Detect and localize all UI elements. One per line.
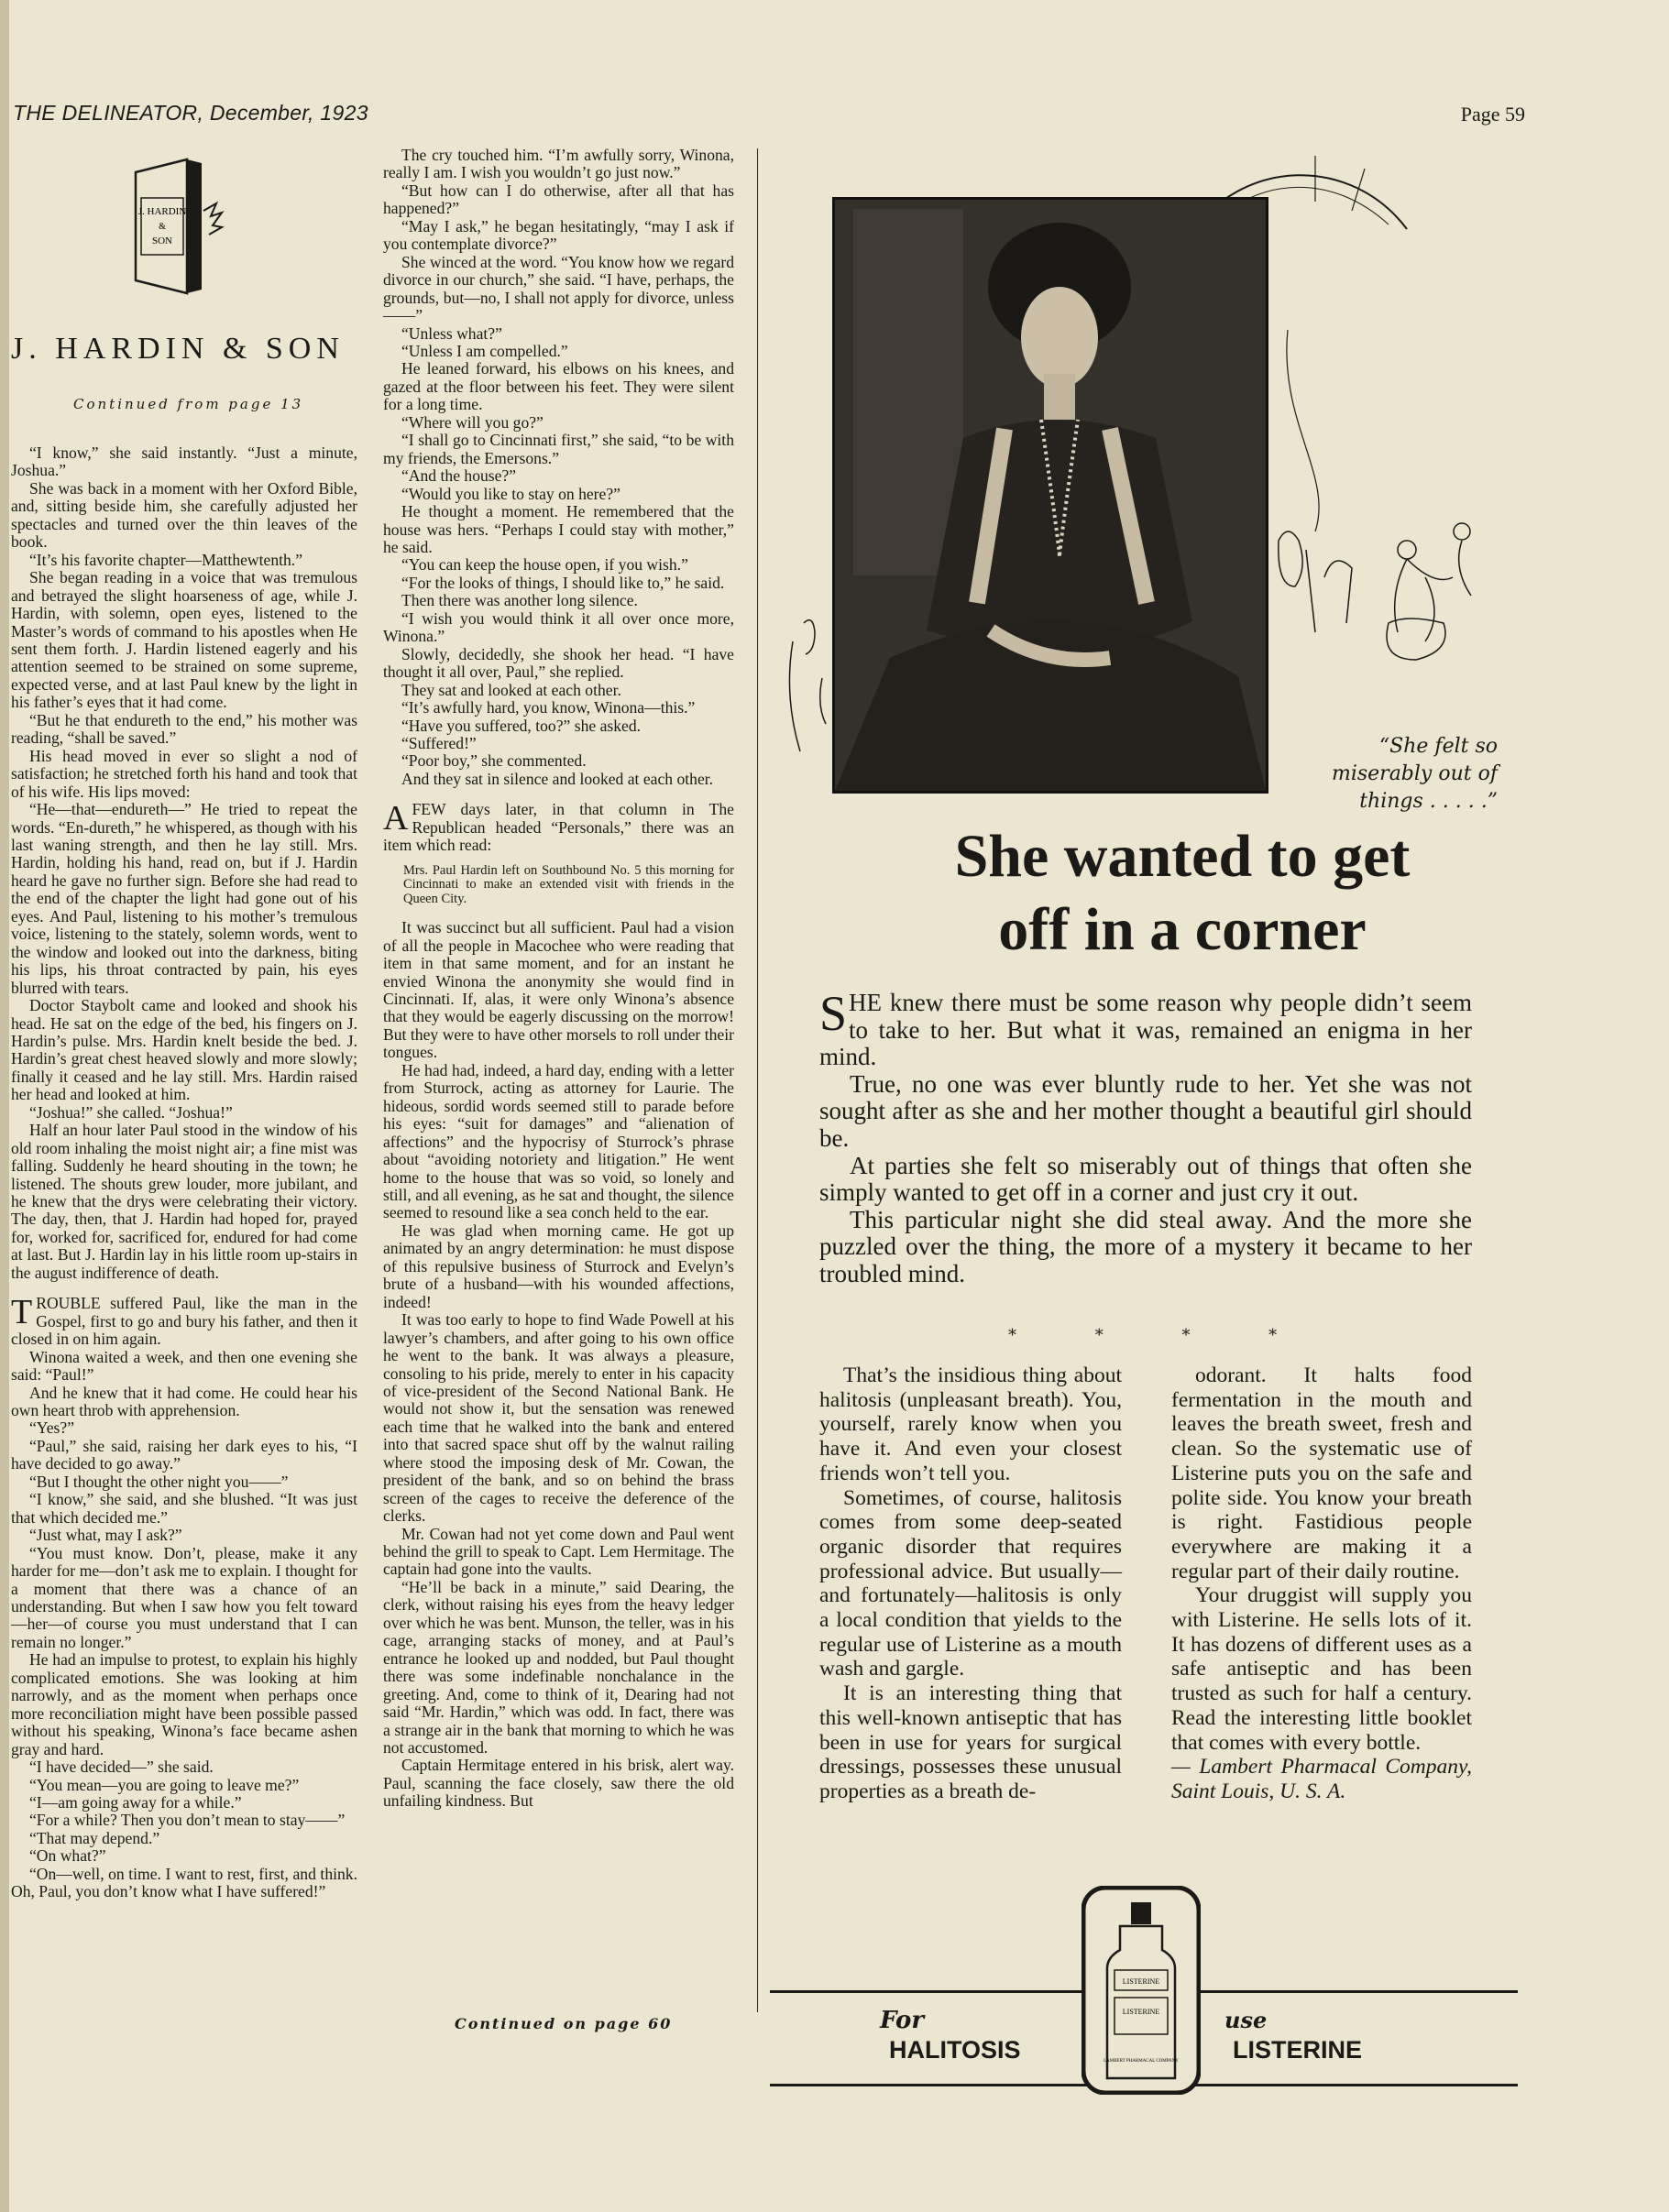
ad-body-column-1 — [819, 1363, 1122, 1804]
drop-cap-2: A — [383, 799, 409, 838]
bottle-label-top: LISTERINE — [1122, 1977, 1160, 1986]
story-paragraph: “It’s awfully hard, you know, Winona—this.” — [401, 698, 696, 717]
continued-on-note: Continued on page 60 — [455, 2015, 673, 2032]
story-paragraph: “Unless I am compelled.” — [401, 341, 568, 360]
story-paragraph: “Have you suffered, too?” she asked. — [401, 716, 642, 735]
lead-drop-cap: S — [819, 986, 848, 1041]
lead-first-paragraph: SHE knew there must be some reason why people didn’t seem to take to her. But what it was, remained an enigma in her mind. — [819, 986, 1472, 1071]
story-paragraph: “I know,” she said, and she blushed. “It was just that which decided me.” — [11, 1490, 357, 1527]
personals-notice: Mrs. Paul Hardin left on Southbound No. 5 this morning for Cincinnati to make an extended visit with friends in the Queen City. — [403, 862, 734, 906]
col1-paragraphs — [11, 444, 357, 1282]
section-break-paragraph-2: AFEW days later, in that column in The Republican headed “Personals,” there was an item which read: — [383, 799, 734, 855]
story-column-2 — [383, 147, 734, 1811]
listerine-banner — [770, 1922, 1518, 2064]
col1-paragraphs-2 — [11, 1349, 357, 1901]
story-paragraph: Slowly, decidedly, she shook her head. “I have thought it all over, Paul,” she replied. — [383, 644, 734, 682]
story-paragraph: “You must know. Don’t, please, make it any harder for me—don’t ask me to explain. I thought for a moment that there was a chance of an understanding. But when I saw how you felt toward—her—of course you must understand that I can remain no longer.” — [11, 1543, 357, 1651]
story-paragraph: “I wish you would think it all over once more, Winona.” — [383, 608, 734, 646]
listerine-label: LISTERINE — [1233, 2036, 1363, 2064]
story-paragraph: “Suffered!” — [401, 733, 477, 752]
story-paragraph: “I shall go to Cincinnati first,” she said, “to be with my friends, the Emersons.” — [383, 431, 734, 467]
listerine-bottle-icon — [1082, 1886, 1201, 2095]
story-paragraph: His head moved in ever so slight a nod of satisfaction; he stretched forth his hand and took that of his wife. His lips moved: — [11, 746, 357, 801]
lead-paragraphs — [819, 1071, 1472, 1288]
story-paragraph: “You mean—you are going to leave me?” — [29, 1775, 300, 1794]
photo-caption: “She felt so miserably out of things . . . . .” — [1331, 735, 1498, 813]
ad-body-paragraph: Your druggist will supply you with Listerine. He sells lots of it. It has dozens of different uses as a safe antiseptic and has been trusted as such for half a century. Read the interesting little booklet that comes with every bottle. — [1171, 1583, 1472, 1755]
ad-body-paragraph: Sometimes, of course, halitosis comes from some deep-seated organic disorder that requires professional advice. But usually—and fortunately—halitosis is only a local condition that yields to the regular use of Listerine as a mouth wash and gargle. — [819, 1485, 1122, 1681]
story-paragraph: “On what?” — [29, 1846, 106, 1866]
story-paragraph: “Yes?” — [29, 1418, 75, 1438]
section-break-paragraph: TROUBLE suffered Paul, like the man in the Gospel, first to go and bury his father, and then it closed in on him again. — [11, 1293, 357, 1349]
story-paragraph: Then there was another long silence. — [401, 591, 638, 610]
story-paragraph: He thought a moment. He remembered that the house was hers. “Perhaps I could stay with mother,” he said. — [383, 502, 734, 556]
col2-paragraphs-2 — [383, 919, 734, 1811]
headline-line-2: off in a corner — [998, 896, 1367, 963]
section-stars: * * * * — [1008, 1326, 1314, 1345]
story-paragraph: “I know,” she said instantly. “Just a minute, Joshua.” — [11, 443, 357, 480]
ad-col2-paragraphs — [1171, 1363, 1472, 1755]
story-paragraph: “But I thought the other night you——” — [29, 1472, 289, 1491]
continued-from-note: Continued from page 13 — [73, 396, 304, 412]
story-paragraph: “I have decided—” she said. — [29, 1758, 214, 1777]
running-header: THE DELINEATOR, December, 1923 — [13, 101, 368, 125]
logo-line-3: SON — [151, 235, 173, 246]
ad-body-paragraph: odorant. It halts food fermentation in the mouth and leaves the breath sweet, fresh and clean. So the systematic use of Listerine puts you on the safe and polite side. You know your breath is right. Fastidious people everywhere are making it a regular part of their daily routine. — [1171, 1363, 1472, 1583]
story-paragraph: “He—that—endureth—” He tried to repeat the words. “En-dureth,” he whispered, as though with his last waning strength, and then he lay still. Mrs. Hardin, holding his hand, read on, but if J. Hardin heard he gave no further sign. Before she had read to the end of the chapter the light had gone out of his eyes. And Paul, listening to his mother’s tremulous voice, listening to the stately, solemn words, went to the window and looked out into the darkness, biting his lips, his throat contracted by pain, his eyes blurred with tears. — [11, 800, 357, 997]
for-label: For — [880, 2007, 925, 2034]
story-paragraph: “That may depend.” — [29, 1828, 160, 1847]
story-paragraph: “May I ask,” he began hesitatingly, “may I ask if you contemplate divorce?” — [383, 216, 734, 254]
story-paragraph: “It’s his favorite chapter—Matthewtenth.” — [29, 550, 303, 569]
woman-portrait-photo — [832, 197, 1268, 794]
logo-line-2: & — [159, 222, 166, 232]
portrait-silhouette — [835, 200, 1266, 791]
story-paragraph: And he knew that it had come. He could hear his own heart throb with apprehension. — [11, 1383, 357, 1420]
story-paragraph: “I—am going away for a while.” — [29, 1792, 242, 1812]
story-paragraph: He was glad when morning came. He got up animated by an angry determination: he must dispose of this repulsive business of Sturrock and Evelyn’s brute of a husband—with his wounded affections, indeed! — [383, 1221, 734, 1311]
story-paragraph: “Joshua!” she called. “Joshua!” — [29, 1102, 233, 1122]
lead-paragraph: True, no one was ever bluntly rude to her. Yet she was not sought after as she and her mother thought a beautiful girl should be. — [819, 1069, 1472, 1152]
story-paragraph: “You can keep the house open, if you wish.” — [401, 555, 688, 575]
story-paragraph: She was back in a moment with her Oxford Bible, and, sitting beside him, she carefully adjusted her spectacles and turned over the thin leaves of the book. — [11, 478, 357, 552]
use-label: use — [1224, 2007, 1268, 2033]
binding-edge — [0, 0, 9, 2212]
headline-line-1: She wanted to get — [954, 823, 1411, 890]
story-paragraph: “For the looks of things, I should like to,” he said. — [401, 573, 725, 592]
story-paragraph: Half an hour later Paul stood in the window of his old room inhaling the moist night air; a fine mist was falling. Suddenly he heard shouting in the town; he listened. The shouts grew louder, more jubilant, and he knew that the drys were celebrating their victory. The day, then, that J. Hardin had hoped for, prayed for, worked for, sacrificed for, endured for had come at last. But J. Hardin lay in his little room up-stairs in the august indifference of death. — [11, 1121, 357, 1282]
story-column-1 — [11, 444, 357, 1901]
story-paragraph: Captain Hermitage entered in his brisk, alert way. Paul, scanning the face closely, saw there the old unfailing kindness. But — [383, 1756, 734, 1811]
story-paragraph: He had had, indeed, a hard day, ending with a letter from Sturrock, acting as attorney for Laurie. The hideous, sordid words seemed still to parade before his eyes: “suit for damages” and “alienation of affections” and the hypocrisy of Sturrock’s phrase about “avoiding notoriety and litigation.” He went home to the house that was so void, so lonely and still, and all evening, as he sat and thought, the silence seemed to resound like a sea conch held to the ear. — [383, 1060, 734, 1222]
story-paragraph: “Poor boy,” she commented. — [401, 751, 587, 771]
story-paragraph: “But he that endureth to the end,” his mother was reading, “shall be saved.” — [11, 710, 357, 748]
ad-body-paragraph: That’s the insidious thing about halitosis (unpleasant breath). You, yourself, rarely know when you have it. And even your closest friends won’t tell you. — [819, 1363, 1122, 1485]
story-paragraph: “Just what, may I ask?” — [29, 1526, 182, 1545]
story-paragraph: “Would you like to stay on here?” — [401, 484, 620, 503]
col2-paragraphs — [383, 147, 734, 788]
story-paragraph: It was succinct but all sufficient. Paul had a vision of all the people in Macochee who were reading that item in that same moment, and for an instant he envied Winona the anonymity she would find in Cincinnati. If, alas, it were only Winona’s absence that they would be eagerly discussing on the morrow! But they were to have other morsels to roll under their tongues. — [383, 918, 734, 1062]
lead-paragraph: This particular night she did steal away. And the more she puzzled over the thing, the more of a mystery it became to her troubled mind. — [819, 1205, 1472, 1287]
ad-body-paragraph: It is an interesting thing that this well-known antiseptic that has been in use for years for surgical dressings, possesses these unusual properties as a breath de- — [819, 1681, 1122, 1803]
story-paragraph: The cry touched him. “I’m awfully sorry, Winona, really I am. I wish you wouldn’t go just now.” — [383, 146, 734, 182]
story-paragraph: “And the house?” — [401, 466, 517, 486]
lead-paragraph: At parties she felt so miserably out of things that often she simply wanted to get off in a corner and just cry it out. — [819, 1151, 1472, 1207]
ad-headline — [788, 820, 1576, 967]
story-paragraph: He leaned forward, his elbows on his knees, and gazed at the floor between his feet. They were silent for a long time. — [383, 359, 734, 414]
story-title: J. HARDIN & SON — [11, 332, 345, 366]
logo-line-1: J. HARDIN — [137, 206, 187, 217]
story-paragraph: “But how can I do otherwise, after all that has happened?” — [383, 181, 734, 218]
drop-cap: T — [11, 1293, 33, 1332]
hardin-son-sign-illustration — [128, 156, 229, 302]
story-paragraph: “On—well, on time. I want to rest, first, and think. Oh, Paul, you don’t know what I have suffered!” — [11, 1864, 357, 1901]
ad-lead-copy — [819, 986, 1472, 1288]
story-paragraph: They sat and looked at each other. — [401, 680, 621, 699]
story-paragraph: “Unless what?” — [401, 323, 502, 343]
story-paragraph: Doctor Staybolt came and looked and shook his head. He sat on the edge of the bed, his fingers on J. Hardin’s pulse. Mrs. Hardin knelt beside the bed. J. Hardin’s great chest heaved slowly and more slowly; finally it ceased and he lay still. Mrs. Hardin raised her head and looked at him. — [11, 996, 357, 1104]
bottle-label-mid: LISTERINE — [1122, 2008, 1160, 2016]
story-paragraph: “Where will you go?” — [401, 412, 544, 432]
story-paragraph: And they sat in silence and looked at each other. — [401, 769, 714, 788]
page-number: Page 59 — [1460, 103, 1525, 126]
story-paragraph: “For a while? Then you don’t mean to stay——” — [29, 1811, 346, 1830]
story-paragraph: It was too early to hope to find Wade Powell at his lawyer’s chambers, and after going to his own office he went to the bank. It was always a pleasure, consoling to his pride, merely to enter in his capacity of vice-president of the Second National Bank. He would not show it, but the sensation was renewed each time that he walked into the bank and entered into that sacred space shut off by the walnut railing where stood the imposing desk of Mr. Cowan, the president of the bank, and so on behind the brass screen of the cages to receive the deference of the clerks. — [383, 1310, 734, 1526]
halitosis-label: HALITOSIS — [889, 2036, 1021, 2064]
ad-body-column-2 — [1171, 1363, 1472, 1804]
story-paragraph: “Paul,” she said, raising her dark eyes to his, “I have decided to go away.” — [11, 1436, 357, 1473]
story-paragraph: Winona waited a week, and then one evening she said: “Paul!” — [11, 1347, 357, 1385]
story-paragraph: He had an impulse to protest, to explain his highly complicated emotions. She was looking at him narrowly, and as the moment when perhaps once more reconciliation might have been possible passed without his speaking, Winona’s face became ashen gray and hard. — [11, 1650, 357, 1758]
bottle-label-bottom: LAMBERT PHARMACAL COMPANY — [1104, 2059, 1179, 2064]
story-paragraph: She winced at the word. “You know how we regard divorce in our church,” she said. “I have, perhaps, the grounds, but—no, I shall not apply for divorce, unless——” — [383, 252, 734, 325]
column-rule — [757, 148, 758, 2012]
story-paragraph: She began reading in a voice that was tremulous and betrayed the slight hoarseness of age, while J. Hardin, with solemn, open eyes, listened to the Master’s words of command to his apostles when He sent them forth. J. Hardin listened eagerly and his attention seemed to be strained on some supreme, expected verse, and at last Paul knew by the light in his father’s eyes that it had come. — [11, 568, 357, 712]
advertiser-signoff: — Lambert Pharmacal Company, Saint Louis, U. S. A. — [1171, 1755, 1472, 1803]
story-paragraph: Mr. Cowan had not yet come down and Paul went behind the grill to speak to Capt. Lem Hermitage. The captain had gone into the vaults. — [383, 1524, 734, 1579]
story-paragraph: “He’ll be back in a minute,” said Dearing, the clerk, without raising his eyes from the heavy ledger over which he was bent. Munson, the teller, was in his cage, arranging stacks of money, and at Paul’s entrance he looked up and nodded, but Paul thought there was some indefinable nonchalance in the greeting. And, come to think of it, Dearing had not said “Mr. Hardin,” which was odd. In fact, there was a strange air in the bank that morning to which he was not accustomed. — [383, 1577, 734, 1758]
